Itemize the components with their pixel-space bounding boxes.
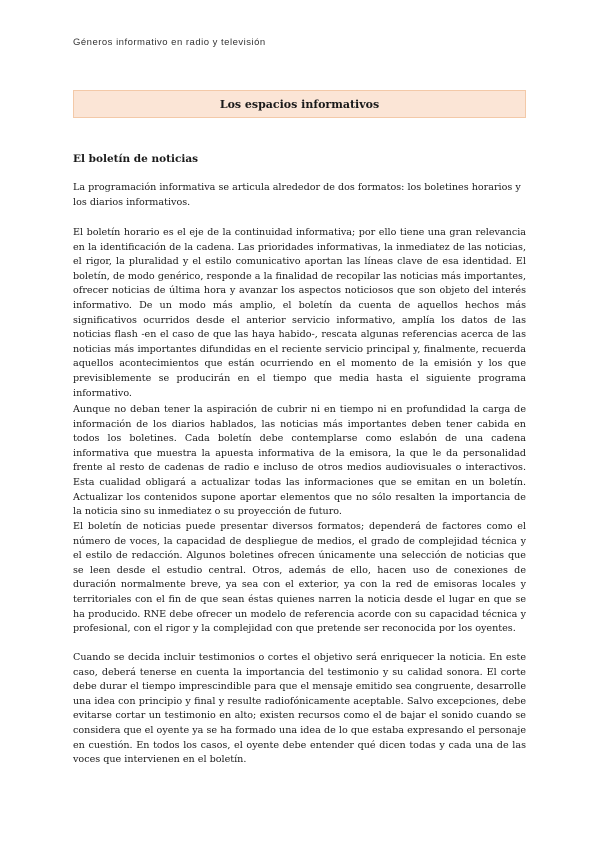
paragraph-intro: La programación informativa se articula alrededor de dos formatos: los boletines horarios y los diarios informativos. [73,182,521,208]
page-title: Los espacios informativos [73,90,526,118]
paragraph-boletin-horario: El boletín horario es el eje de la continuidad informativa; por ello tiene una gran relevancia en la identificación de la cadena. Las prioridades informativas, la inmediatez de las noticias, el rigor, la pluralidad y el estilo comunicativo aportan las líneas clave de esa identidad. El boletín, de modo genérico, responde a la finalidad de recopilar las noticias más importantes, ofrecer noticias de última hora y avanzar los aspectos noticiosos que son objeto del interés informativo. De un modo más amplio, el boletín da cuenta de aquellos hechos más significativos ocurridos desde el anterior servicio informativo, amplía los datos de las noticias flash -en el caso de que las haya habido-, rescata algunas referencias acerca de las noticias más importantes difundidas en el reciente servicio principal y, finalmente, recuerda aquellos acontecimientos que están ocurriendo en el momento de la emisión y los que previsiblemente se producirán en el tiempo que media hasta el siguiente programa informativo. [73,227,526,399]
running-header: Géneros informativo en radio y televisión [73,37,266,48]
paragraph-testimonios: Cuando se decida incluir testimonios o cortes el objetivo será enriquecer la noticia. En este caso, deberá tenerse en cuenta la importancia del testimonio y su calidad sonora. El corte debe durar el tiempo imprescindible para que el mensaje emitido sea congruente, desarrolle una idea con principio y final y resulte radiofónicamente aceptable. Salvo excepciones, debe evitarse cortar un testimonio en alto; existen recursos como el de bajar el sonido cuando se considera que el oyente ya se ha formado una idea de lo que estaba expresando el personaje en cuestión. En todos los casos, el oyente debe entender qué dicen todas y cada una de las voces que intervienen en el boletín. [73,652,526,766]
paragraph-aspiracion: Aunque no deban tener la aspiración de cubrir ni en tiempo ni en profundidad la carga de información de los diarios hablados, las noticias más importantes deben tener cabida en todos los boletines. Cada boletín debe contemplarse como eslabón de una cadena informativa que muestra la apuesta informativa de la emisora, la que le da personalidad frente al resto de cadenas de radio e incluso de otros medios audiovisuales o interactivos. Esta cualidad obligará a actualizar todas las informaciones que se emitan en un boletín. Actualizar los contenidos supone aportar elementos que no sólo resalten la importancia de la noticia sino su inmediatez o su proyección de futuro. [73,404,526,518]
paragraph-formatos: El boletín de noticias puede presentar diversos formatos; dependerá de factores como el número de voces, la capacidad de despliegue de medios, el grado de complejidad técnica y el estilo de redacción. Algunos boletines ofrecen únicamente una selección de noticias que se leen desde el estudio central. Otros, además de ello, hacen uso de conexiones de duración normalmente breve, ya sea con el exterior, ya con la red de emisoras locales y territoriales con el fin de que sean éstas quienes narren la noticia desde el lugar en que se ha producido. RNE debe ofrecer un modelo de referencia acorde con su capacidad técnica y profesional, con el rigor y la complejidad con que pretende ser reconocida por los oyentes. [73,521,526,635]
section-heading: El boletín de noticias [73,153,199,165]
